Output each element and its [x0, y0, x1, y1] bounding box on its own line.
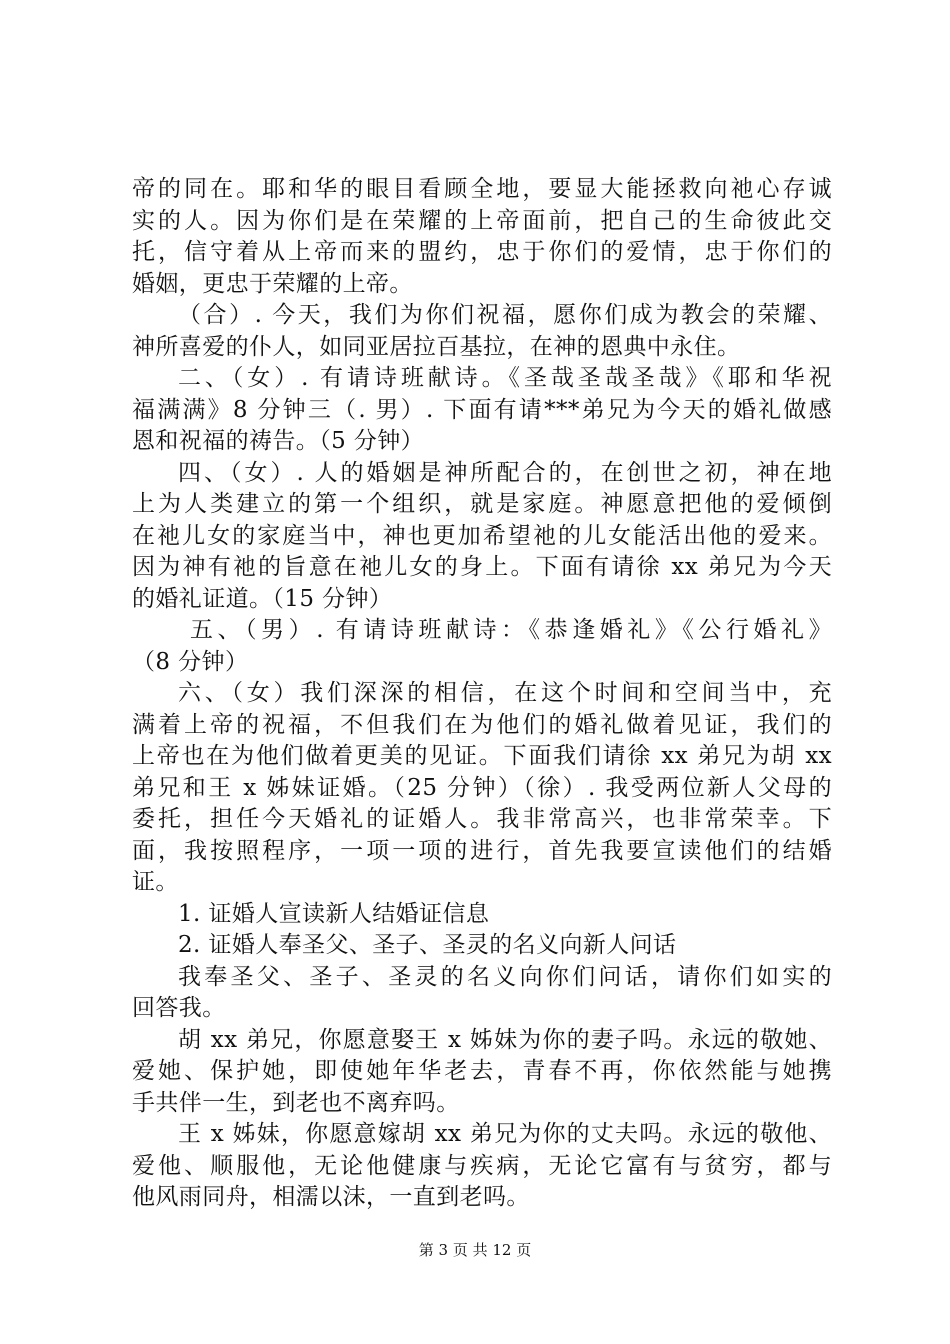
text-line: （合）. 今天，我们为你们祝福，愿你们成为教会的荣耀、 [178, 302, 832, 328]
text-line: 福满满》8 分钟三（. 男）. 下面有请***弟兄为今天的婚礼做感 [132, 396, 832, 423]
text-line: 我奉圣父、圣子、圣灵的名义向你们问话，请你们如实的 [178, 963, 832, 990]
text-line: 因为神有祂的旨意在祂儿女的身上。下面有请徐 xx 弟兄为今天 [132, 554, 832, 580]
text-line: 回答我。 [132, 995, 226, 1021]
text-line: 弟兄和王 x 姊妹证婚。（25 分钟）（徐）. 我受两位新人父母的 [132, 774, 832, 801]
text-line: 王 x 姊妹，你愿意嫁胡 xx 弟兄为你的丈夫吗。永远的敬他、 [178, 1121, 832, 1147]
text-line: 恩和祝福的祷告。（5 分钟） [132, 428, 425, 454]
text-line: 托，信守着从上帝而来的盟约，忠于你们的爱情，忠于你们的 [132, 239, 832, 265]
text-line: 爱他、顺服他，无论他健康与疾病，无论它富有与贫穷，都与 [132, 1152, 832, 1179]
text-line: 二、（女）. 有请诗班献诗。《圣哉圣哉圣哉》《耶和华祝 [178, 365, 832, 391]
text-line: 在祂儿女的家庭当中，神也更加希望祂的儿女能活出他的爱来。 [132, 522, 832, 549]
text-line: 帝的同在。耶和华的眼目看顾全地，要显大能拯救向祂心存诚 [132, 176, 832, 202]
text-line: 四、（女）. 人的婚姻是神所配合的，在创世之初，神在地 [178, 459, 832, 486]
text-line: 的婚礼证道。（15 分钟） [132, 585, 393, 612]
text-line: 上帝也在为他们做着更美的见证。下面我们请徐 xx 弟兄为胡 xx [132, 743, 832, 769]
document-body [132, 174, 832, 1214]
text-line: 上为人类建立的第一个组织，就是家庭。神愿意把他的爱倾倒 [132, 491, 832, 517]
page-footer: 第 3 页 共 12 页 [418, 1241, 532, 1259]
text-line: 满着上帝的祝福，不但我们在为他们的婚礼做着见证，我们的 [132, 711, 832, 738]
text-line: 1. 证婚人宣读新人结婚证信息 [178, 900, 490, 927]
text-line: 证。 [132, 869, 179, 895]
text-line: 他风雨同舟，相濡以沫，一直到老吗。 [132, 1184, 530, 1210]
text-line: 手共伴一生，到老也不离弃吗。 [132, 1089, 460, 1116]
text-line: 爱她、保护她，即使她年华老去，青春不再，你依然能与她携 [132, 1058, 832, 1084]
text-line: 实的人。因为你们是在荣耀的上帝面前，把自己的生命彼此交 [132, 207, 832, 234]
text-line: 2. 证婚人奉圣父、圣子、圣灵的名义向新人问话 [178, 932, 677, 958]
text-line: 神所喜爱的仆人，如同亚居拉百基拉，在神的恩典中永住。 [132, 333, 741, 360]
text-line: （8 分钟） [132, 648, 249, 675]
text-line: 面，我按照程序，一项一项的进行，首先我要宣读他们的结婚 [132, 837, 832, 864]
text-line: 婚姻，更忠于荣耀的上帝。 [132, 270, 413, 297]
text-line: 六、（女）我们深深的相信，在这个时间和空间当中，充 [178, 680, 832, 706]
text-line: 五、（男）. 有请诗班献诗：《恭逢婚礼》《公行婚礼》 [190, 617, 832, 643]
text-line: 胡 xx 弟兄，你愿意娶王 x 姊妹为你的妻子吗。永远的敬她、 [178, 1026, 832, 1053]
text-line: 委托，担任今天婚礼的证婚人。我非常高兴，也非常荣幸。下 [132, 806, 832, 832]
